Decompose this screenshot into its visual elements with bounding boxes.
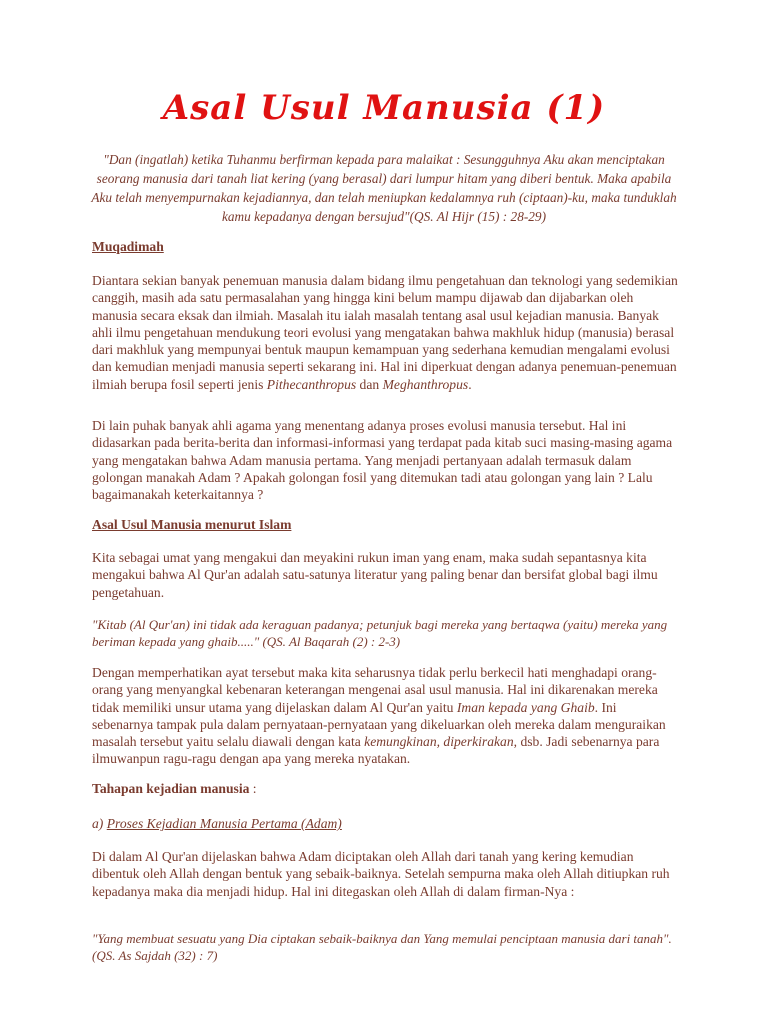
paragraph-tahapan-1: Di dalam Al Qur'an dijelaskan bahwa Adam diciptakan oleh Allah dari tanah yang kering kemudian dibentuk oleh Allah dengan bentuk yang sebaik-baiknya. Setelah sempurna maka oleh Allah ditiupkan ruh kepadanya maka dia menjadi hidup. Hal ini ditegaskan oleh Allah di dalam firman-Nya : (92, 849, 670, 899)
paragraph-muqadimah-2: Di lain puhak banyak ahli agama yang menentang adanya proses evolusi manusia tersebut. Hal ini didasarkan pada berita-berita dan informasi-informasi yang terdapat pada kitab suci masing-masing agama yang mengatakan bahwa Adam manusia pertama. Yang menjadi pertanyaan adalah termasuk dalam golongan manakah Adam ? Apakah golongan fosil yang ditemukan tadi atau golongan yang lain ? Lalu bagaimanakah keterkaitannya ? (92, 418, 673, 503)
paragraph-islam-1: Kita sebagai umat yang mengakui dan meyakini rukun iman yang enam, maka sudah sepantasnya kita mengakui bahwa Al Qur'an adalah satu-satunya literatur yang paling benar dan bersifat global bagi ilmu pengetahuan. (92, 550, 658, 600)
section-heading-tahapan (92, 780, 680, 797)
paragraph-islam-2 (92, 664, 680, 768)
term-kemungkinan: kemungkinan, diperkirakan (364, 734, 514, 750)
quote-al-baqarah: "Kitab (Al Qur'an) ini tidak ada keraguan padanya; petunjuk bagi mereka yang bertaqwa (yaitu) mereka yang beriman kepada yang ghaib....." (QS. Al Baqarah (2) : 2-3) (92, 617, 668, 650)
term-meghanthropus: Meghanthropus (382, 376, 469, 392)
subsection-heading-adam (92, 815, 680, 832)
paragraph-text: . (468, 376, 472, 392)
paragraph-text: , dsb. Jadi sebenarnya para ilmuwanpun ragu-ragu dengan apa yang mereka nyatakan. (92, 734, 660, 767)
epigraph-quote: "Dan (ingatlah) ketika Tuhanmu berfirman kepada para malaikat : Sesungguhnya Aku akan menciptakan seorang manusia dari tanah liat kering (yang berasal) dari lumpur hitam yang diberi bentuk. Maka apabila Aku telah menyempurnakan kejadiannya, dan telah meniupkan kedalamnya ruh (ciptaan)-ku, maka tunduklah kamu kepadanya dengan bersujud"(QS. Al Hijr (15) : 28-29) (91, 152, 677, 224)
paragraph-text: dan (356, 376, 383, 392)
section-heading-muqadimah: Muqadimah (92, 239, 164, 254)
subsection-prefix: a) (92, 816, 107, 831)
paragraph-text: . Ini sebenarnya tampak pula dalam pernyataan-pernyataan yang dikeluarkan oleh mereka dalam menguraikan masalah tersebut yaitu selalu diawali dengan kata (92, 699, 666, 750)
paragraph-text: Dengan memperhatikan ayat tersebut maka kita seharusnya tidak perlu berkecil hati menghadapi orang-orang yang menyangkal kebenaran keterangan mengenai asal usul manusia. Hal ini dikarenakan mereka tidak memiliki unsur utama yang dijelaskan dalam Al Qur'an yaitu (92, 665, 658, 715)
heading-text: Tahapan kejadian manusia (92, 781, 250, 796)
paragraph-text: Diantara sekian banyak penemuan manusia dalam bidang ilmu pengetahuan dan teknologi yang sedemikian canggih, masih ada satu permasalahan yang hingga kini belum mampu dijawab dan dijabarkan oleh manusia secara eksak dan ilmiah. Masalah itu ialah masalah tentang asal usul kejadian manusia. Banyak ahli ilmu pengetahuan mendukung teori evolusi yang mengatakan bahwa makhluk hidup (manusia) berasal dari makhluk yang mempunyai bentuk maupun kemampuan yang sederhana kemudian mengalami evolusi dan kemudian menjadi manusia seperti sekarang ini. Hal ini diperkuat dengan adanya penemuan-penemuan ilmiah berupa fosil seperti jenis (92, 273, 678, 392)
page-title: Asal Usul Manusia (1) (162, 88, 606, 128)
term-iman-kepada-yang-ghaib: Iman kepada yang Ghaib (456, 699, 595, 715)
term-pithecanthropus: Pithecanthropus (266, 376, 357, 392)
subsection-title: Proses Kejadian Manusia Pertama (Adam) (106, 816, 342, 831)
section-heading-islam: Asal Usul Manusia menurut Islam (92, 517, 292, 532)
heading-suffix: : (249, 781, 257, 796)
quote-as-sajdah: "Yang membuat sesuatu yang Dia ciptakan sebaik-baiknya dan Yang memulai penciptaan manusia dari tanah". (QS. As Sajdah (32) : 7) (92, 931, 672, 964)
paragraph-muqadimah-1 (92, 272, 680, 393)
